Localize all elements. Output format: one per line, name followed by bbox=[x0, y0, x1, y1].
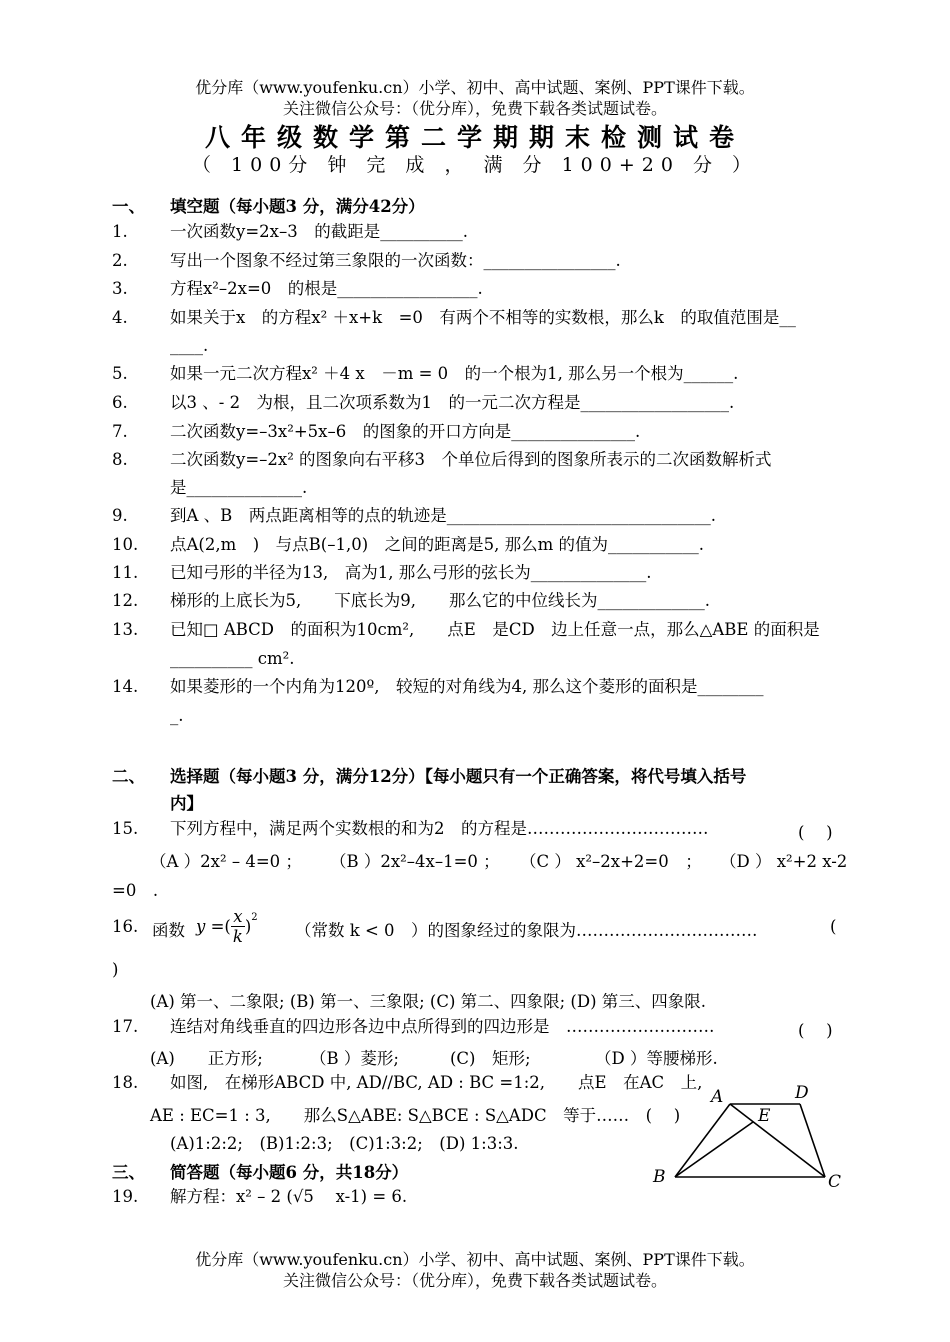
option-c: (C) 矩形; bbox=[450, 1049, 531, 1068]
section-number: 三、 bbox=[112, 1163, 145, 1182]
question-text: 已知□ ABCD 的面积为10cm², 点E 是CD 边上任意一点，那么△ABE 的面积是 bbox=[170, 620, 820, 639]
question-text: 如果关于x 的方程x² ＋x+k =0 有两个不相等的实数根，那么k 的取值范围是__ bbox=[170, 308, 796, 327]
question-number: 18. bbox=[112, 1073, 139, 1092]
section-number: 一、 bbox=[112, 197, 145, 216]
question-text: 如果一元二次方程x² ＋4 x －m = 0 的一个根为1, 那么另一个根为______. bbox=[170, 364, 739, 383]
vertex-label-c: C bbox=[828, 1172, 842, 1192]
question-3 bbox=[112, 279, 483, 299]
vertex-label-d: D bbox=[795, 1083, 809, 1103]
function-formula: y =( $\frac{x}{k}$ )$^2$ bbox=[196, 907, 258, 946]
section-title: 选择题（每小题3 分，满分12分）【每小题只有一个正确答案，将代号填入括号 bbox=[170, 767, 747, 786]
question-number: 10. bbox=[112, 535, 139, 554]
question-text: 方程x²–2x=0 的根是_________________. bbox=[170, 279, 483, 298]
segment-be bbox=[675, 1122, 753, 1177]
question-number: 11. bbox=[112, 563, 139, 582]
question-8-continued: 是______________. bbox=[170, 478, 308, 497]
question-6 bbox=[112, 393, 734, 413]
question-text: 解方程：x² – 2 (√5 x-1) = 6. bbox=[170, 1187, 408, 1206]
question-text: 如图, 在梯形ABCD 中, AD//BC, AD : BC =1:2, 点E 在AC 上, bbox=[170, 1073, 703, 1092]
question-text: 二次函数y=–3x²+5x–6 的图象的开口方向是_______________. bbox=[170, 422, 641, 441]
question-number: 4. bbox=[112, 308, 128, 327]
trapezoid-figure bbox=[645, 1078, 855, 1193]
question-14 bbox=[112, 677, 763, 697]
question-text: 如果菱形的一个内角为120º, 较短的对角线为4, 那么这个菱形的面积是________ bbox=[170, 677, 764, 696]
question-number: 9. bbox=[112, 506, 128, 525]
question-8 bbox=[112, 450, 772, 470]
header-line-1: 优分库（www.youfenku.cn）小学、初中、高中试题、案例、PPT课件下载。 bbox=[195, 78, 755, 97]
question-text: 写出一个图象不经过第三象限的一次函数：________________. bbox=[170, 251, 621, 270]
question-text: 二次函数y=–2x² 的图象向右平移3 个单位后得到的图象所表示的二次函数解析式 bbox=[170, 450, 772, 469]
question-12 bbox=[112, 591, 710, 611]
question-number: 15. bbox=[112, 819, 139, 838]
option-d-wrap: =0 . bbox=[112, 881, 159, 900]
fraction-denominator: k bbox=[232, 927, 243, 946]
question-4 bbox=[112, 308, 796, 328]
fraction-numerator: x bbox=[231, 907, 245, 927]
question-18-line-2: AE : EC=1 : 3, 那么S△ABE: S△BCE : S△ADC 等于…… ( ) bbox=[150, 1106, 681, 1125]
question-16-prefix: 函数 bbox=[152, 921, 185, 940]
footer-line-1: 优分库（www.youfenku.cn）小学、初中、高中试题、案例、PPT课件下载。 bbox=[195, 1250, 755, 1269]
diagonal-ac bbox=[730, 1104, 825, 1177]
question-19 bbox=[112, 1187, 407, 1207]
option-b: （B ）菱形; bbox=[310, 1049, 399, 1068]
question-text: 一次函数y=2x–3 的截距是__________. bbox=[170, 222, 468, 241]
question-16-options: (A) 第一、二象限; (B) 第一、三象限; (C) 第二、四象限; (D) 第三、四象限. bbox=[150, 992, 707, 1011]
option-d: （D ） x²+2 x-2 bbox=[720, 852, 848, 871]
question-17 bbox=[112, 1017, 715, 1037]
section-2-heading bbox=[112, 763, 746, 787]
question-number: 1. bbox=[112, 222, 128, 241]
question-16-text: （常数 k < 0 ）的图象经过的象限为…………………………… bbox=[295, 921, 758, 940]
answer-bracket-wrap: ) bbox=[112, 960, 119, 979]
header-line-2: 关注微信公众号：（优分库），免费下载各类试题试卷。 bbox=[282, 99, 667, 118]
section-title: 简答题（每小题6 分，共18分） bbox=[170, 1163, 409, 1182]
footer-line-2: 关注微信公众号：（优分库），免费下载各类试题试卷。 bbox=[282, 1271, 667, 1290]
question-text: 点A(2,m ) 与点B(–1,0) 之间的距离是5, 那么m 的值为___________. bbox=[170, 535, 705, 554]
page-subtitle: （ 100分 钟 完 成 ， 满 分 100+20 分 ） bbox=[191, 154, 759, 176]
question-number: 6. bbox=[112, 393, 128, 412]
question-18 bbox=[112, 1073, 702, 1093]
question-15 bbox=[112, 819, 709, 839]
edge-ab bbox=[675, 1104, 730, 1177]
question-number: 5. bbox=[112, 364, 128, 383]
question-text: 下列方程中，满足两个实数根的和为2 的方程是…………………………… bbox=[170, 819, 709, 838]
option-a: （A ）2x² – 4=0 ； bbox=[150, 852, 302, 871]
question-number: 19. bbox=[112, 1187, 139, 1206]
section-number: 二、 bbox=[112, 767, 145, 786]
question-13 bbox=[112, 620, 820, 640]
question-1 bbox=[112, 222, 468, 242]
question-10 bbox=[112, 535, 704, 555]
question-4-continued: ____. bbox=[170, 336, 209, 355]
edge-dc bbox=[800, 1104, 825, 1177]
section-title: 填空题（每小题3 分，满分42分） bbox=[170, 197, 425, 216]
answer-bracket: ( bbox=[830, 917, 837, 936]
question-5 bbox=[112, 364, 738, 384]
question-number: 8. bbox=[112, 450, 128, 469]
question-2 bbox=[112, 251, 621, 271]
option-b: （B ）2x²–4x–1=0 ； bbox=[330, 852, 500, 871]
section-1-heading bbox=[112, 193, 425, 217]
page-title: 八年级数学第二学期期末检测试卷 bbox=[204, 123, 745, 152]
question-number: 17. bbox=[112, 1017, 139, 1036]
question-text: 以3 、- 2 为根，且二次项系数为1 的一元二次方程是__________________. bbox=[170, 393, 735, 412]
question-number: 13. bbox=[112, 620, 139, 639]
question-number: 16. bbox=[112, 917, 139, 936]
question-number: 12. bbox=[112, 591, 139, 610]
question-text: 到A 、B 两点距离相等的点的轨迹是________________________________. bbox=[170, 506, 717, 525]
option-c: （C ） x²–2x+2=0 ； bbox=[520, 852, 702, 871]
question-11 bbox=[112, 563, 651, 583]
answer-bracket: ( ) bbox=[798, 1021, 833, 1040]
question-number: 2. bbox=[112, 251, 128, 270]
question-text: 梯形的上底长为5, 下底长为9, 那么它的中位线长为_____________. bbox=[170, 591, 710, 610]
question-text: 已知弓形的半径为13, 高为1, 那么弓形的弦长为______________. bbox=[170, 563, 652, 582]
question-13-continued: __________ cm². bbox=[170, 649, 295, 668]
vertex-label-a: A bbox=[711, 1087, 724, 1107]
question-number: 14. bbox=[112, 677, 139, 696]
formula-exponent: 2 bbox=[251, 911, 258, 923]
question-14-continued: _. bbox=[170, 706, 184, 725]
point-label-e: E bbox=[758, 1106, 771, 1126]
question-number: 7. bbox=[112, 422, 128, 441]
vertex-label-b: B bbox=[653, 1167, 666, 1187]
question-9 bbox=[112, 506, 716, 526]
option-a: (A) 正方形; bbox=[150, 1049, 263, 1068]
question-18-options: (A)1:2:2; (B)1:2:3; (C)1:3:2; (D) 1:3:3. bbox=[170, 1134, 519, 1153]
answer-bracket: ( ) bbox=[798, 823, 833, 842]
question-7 bbox=[112, 422, 640, 442]
question-text: 连结对角线垂直的四边形各边中点所得到的四边形是 ……………………… bbox=[170, 1017, 715, 1036]
section-3-heading bbox=[112, 1159, 408, 1183]
section-2-heading-continued: 内】 bbox=[170, 794, 203, 813]
question-number: 3. bbox=[112, 279, 128, 298]
option-d: （D ）等腰梯形. bbox=[595, 1049, 718, 1068]
formula-y: y bbox=[196, 917, 206, 936]
